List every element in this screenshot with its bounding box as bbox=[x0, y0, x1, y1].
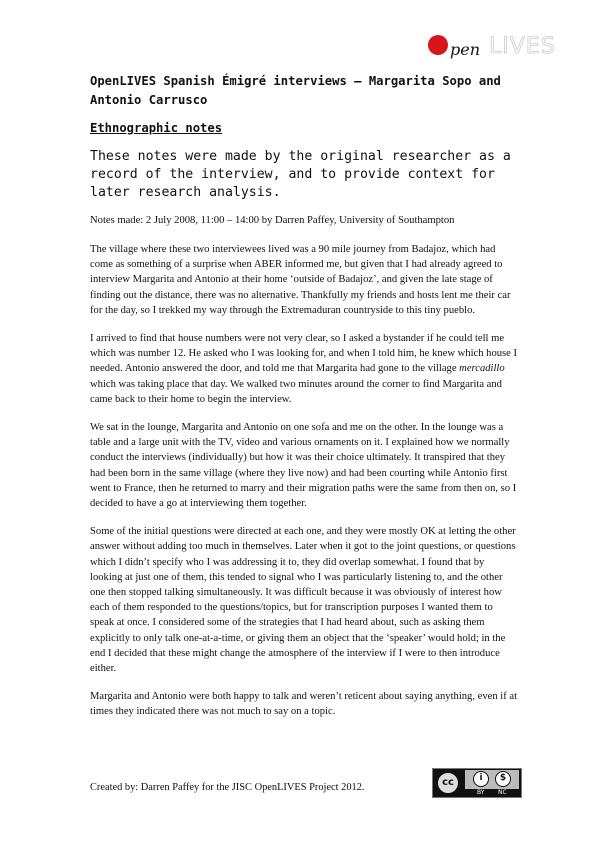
paragraph bbox=[90, 331, 518, 407]
paragraph-text: I arrived to find that house numbers were not very clear, so I asked a bystander if he could tell me which was number 12. He asked who I was looking for, and when I told him, he knew which house I needed. Antonio answered the door, and told me that Margarita had gone to the village bbox=[90, 333, 518, 375]
notes-metadata: Notes made: 2 July 2008, 11:00 – 14:00 by Darren Paffey, University of Southampton bbox=[90, 215, 455, 226]
section-heading: Ethnographic notes bbox=[90, 121, 223, 135]
paragraph: Margarita and Antonio were both happy to talk and weren’t reticent about saying anything, even if at times they indicated there was not much to say on a topic. bbox=[90, 691, 518, 718]
logo-open-text: pen bbox=[450, 40, 481, 59]
paragraph: The village where these two interviewees lived was a 90 mile journey from Badajoz, which had come as something of a surprise when ABER informed me, but given that I had already agreed to interview Margarita and Antonio at their home ‘outside of Badajoz’, and given the late stage of finding out the distance, there was no alternative. Thankfully my friends and hosts lent me their car for the day, so I trekked my way through the Extremaduran countryside to this tiny pueblo. bbox=[90, 244, 511, 316]
openlives-logo bbox=[425, 30, 556, 64]
paragraph-text: which was taking place that day. We walked two minutes around the corner to find Margarita and came back to their home to begin the interview. bbox=[90, 378, 502, 405]
cc-icon: cc bbox=[436, 771, 460, 795]
intro-statement: These notes were made by the original researcher as a record of the interview, and to provide context for later research analysis. bbox=[90, 149, 511, 200]
attribution-icon: i bbox=[473, 771, 489, 787]
paragraph-italic-term: mercadillo bbox=[459, 363, 505, 375]
nc-label: NC bbox=[498, 789, 507, 796]
notes-body bbox=[90, 242, 518, 733]
document-title: OpenLIVES Spanish Émigré interviews – Margarita Sopo and Antonio Carrusco bbox=[90, 74, 501, 107]
logo-red-circle-icon bbox=[428, 35, 448, 55]
paragraph: Some of the initial questions were directed at each one, and they were mostly OK at letting the other answer without adding too much in themselves. Later when it got to the joint questions, or questions which I didn’t specify who I was addressing it to, they did overlap somewhat. I found that by looking at just one of them, this tended to signal who I was particularly listening to, and the other one then stopped talking simultaneously. It was difficult because it was obviously of interest how each of them responded to the questions/topics, but for transcription purposes I wanted them to speak at once. I considered some of the strategies that I had heard about, such as asking them explicitly to only talk one-at-a-time, or giving them an object that the ‘speaker’ would hold; in the end I decided that these might change the atmosphere of the interview if I were to then introduce either. bbox=[90, 526, 516, 675]
creative-commons-badge bbox=[432, 768, 522, 798]
logo-lives-text: LIVES bbox=[489, 34, 556, 59]
paragraph: We sat in the lounge, Margarita and Antonio on one sofa and me on the other. In the lounge was a table and a large unit with the TV, video and various ornaments on it. I explained how we normally conduct the interviews (individually) but how it was their choice ultimately. It transpired that they had been born in the same village (where they live now) and had been courting while Antonio first went to France, then he returned to marry and their migration paths were the same from then on, so I decided to have a go at interviewing them together. bbox=[90, 422, 517, 510]
by-label: BY bbox=[477, 789, 485, 796]
footer-credit: Created by: Darren Paffey for the JISC OpenLIVES Project 2012. bbox=[90, 782, 365, 793]
noncommercial-icon: $ bbox=[495, 771, 511, 787]
